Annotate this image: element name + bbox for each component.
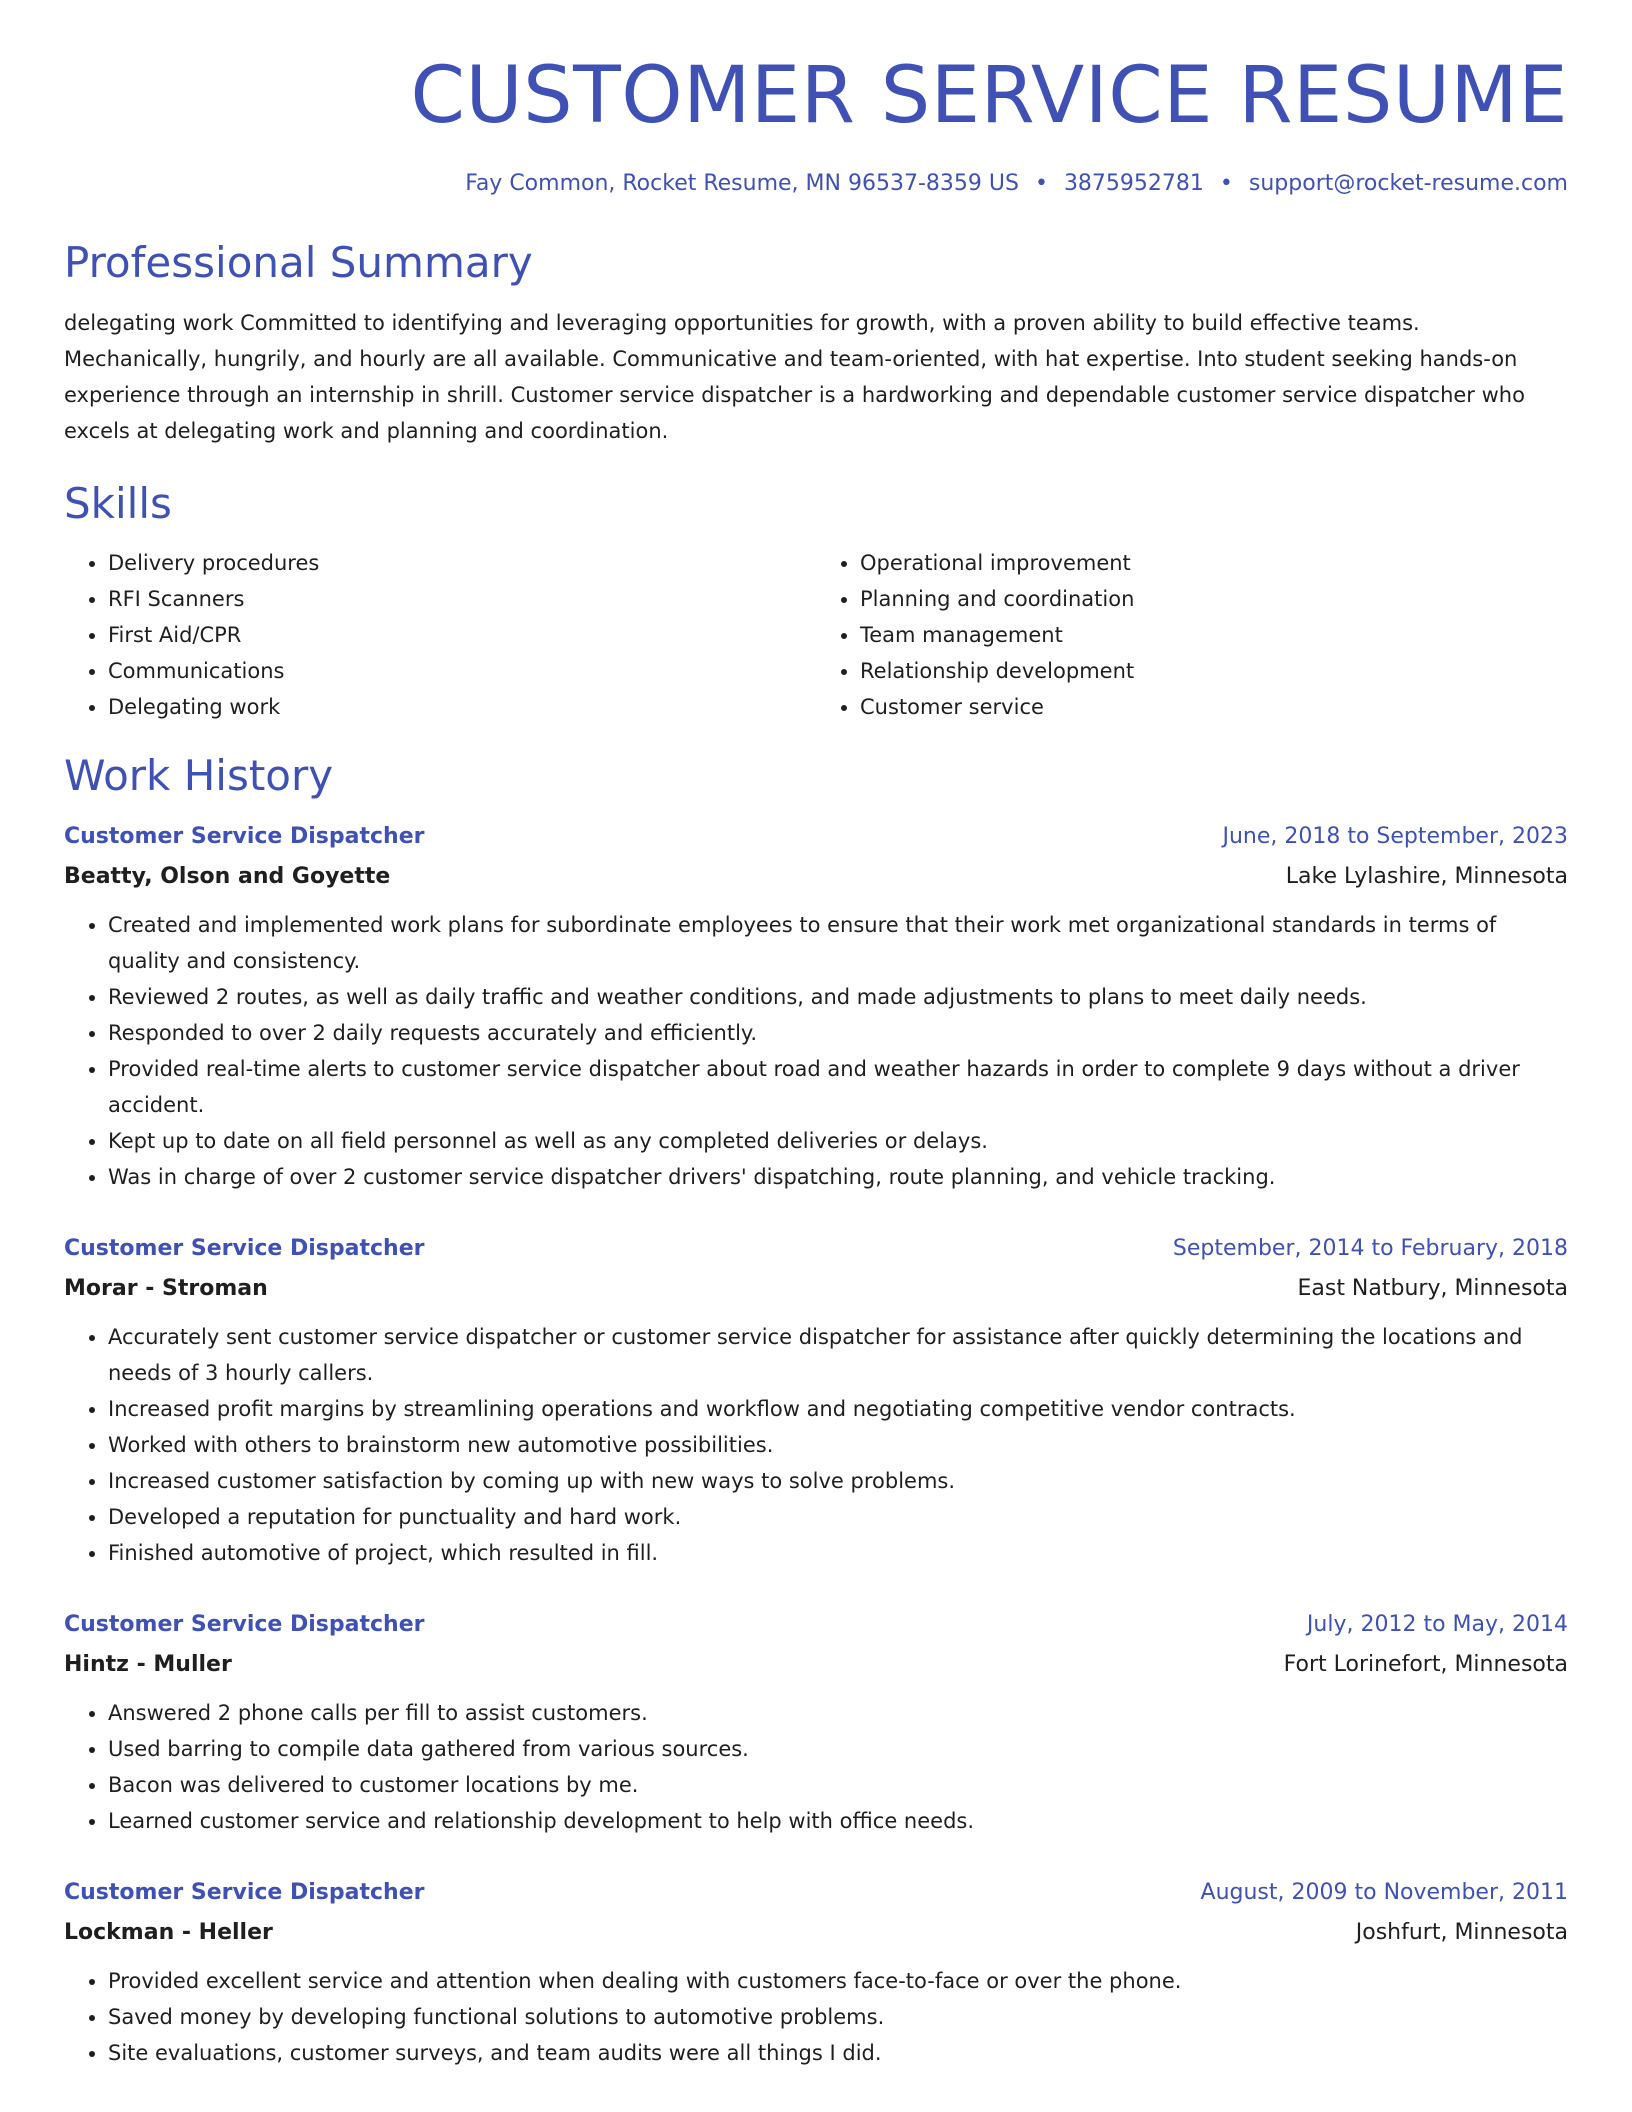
job-bullet: • Was in charge of over 2 customer service dispatcher drivers' dispatching, route planning, and vehicle tracking.: [108, 1159, 1568, 1195]
job-company-row: [64, 1645, 1568, 1685]
job-entry: [64, 1605, 1568, 1839]
section-heading-summary: Professional Summary: [64, 238, 533, 288]
job-bullet: • Responded to over 2 daily requests accurately and efficiently.: [108, 1015, 1568, 1051]
job-bullet: • Finished automotive of project, which resulted in fill.: [108, 1535, 1568, 1571]
resume-header: [64, 52, 1568, 198]
skill-item: • Relationship development: [860, 653, 1568, 689]
skills-list-left: [64, 545, 816, 725]
job-bullet: • Answered 2 phone calls per fill to assist customers.: [108, 1695, 1568, 1731]
job-company: Beatty, Olson and Goyette: [64, 864, 391, 890]
summary-text: delegating work Committed to identifying and leveraging opportunities for growth, with a proven ability to build effective teams. Mechanically, hungrily, and hourly are all available. Communicative and team-oriented, with hat expertise. Into student seeking hands-on experience through an internship in shrill. Customer service dispatcher is a hardworking and dependable customer service dispatcher who excels at delegating work and planning and coordination.: [64, 310, 1525, 443]
job-bullets: [64, 1319, 1568, 1571]
work-history-section: [64, 751, 1568, 2071]
job-company: Morar - Stroman: [64, 1276, 268, 1302]
job-title: Customer Service Dispatcher: [64, 1612, 425, 1638]
job-company-row: [64, 1913, 1568, 1953]
job-title-row: [64, 1229, 1568, 1269]
job-bullets: [64, 1963, 1568, 2071]
skills-list-right: [816, 545, 1568, 725]
job-bullet: • Increased customer satisfaction by coming up with new ways to solve problems.: [108, 1463, 1568, 1499]
job-bullet: • Developed a reputation for punctuality and hard work.: [108, 1499, 1568, 1535]
job-bullet: • Accurately sent customer service dispatcher or customer service dispatcher for assistance after quickly determining the locations and needs of 3 hourly callers.: [108, 1319, 1568, 1391]
job-location: East Natbury, Minnesota: [1297, 1276, 1568, 1302]
job-bullet: • Increased profit margins by streamlining operations and workflow and negotiating competitive vendor contracts.: [108, 1391, 1568, 1427]
job-company: Lockman - Heller: [64, 1920, 273, 1946]
job-entry: [64, 1873, 1568, 2071]
section-heading-skills: Skills: [64, 478, 172, 528]
skill-item: • Delegating work: [108, 689, 816, 725]
job-company: Hintz - Muller: [64, 1652, 232, 1678]
job-title: Customer Service Dispatcher: [64, 1236, 425, 1262]
job-dates: July, 2012 to May, 2014: [1306, 1612, 1568, 1638]
job-bullet: • Provided real-time alerts to customer service dispatcher about road and weather hazards in order to complete 9 days without a driver accident.: [108, 1051, 1568, 1123]
resume-title: CUSTOMER SERVICE RESUME: [410, 51, 1568, 141]
job-location: Lake Lylashire, Minnesota: [1285, 864, 1568, 890]
job-location: Joshfurt, Minnesota: [1355, 1920, 1568, 1946]
job-bullet: • Worked with others to brainstorm new automotive possibilities.: [108, 1427, 1568, 1463]
skill-item: • Team management: [860, 617, 1568, 653]
job-entry: [64, 817, 1568, 1195]
skill-item: • Customer service: [860, 689, 1568, 725]
job-title-row: [64, 1605, 1568, 1645]
job-title: Customer Service Dispatcher: [64, 1880, 425, 1906]
job-bullet: • Kept up to date on all field personnel as well as any completed deliveries or delays.: [108, 1123, 1568, 1159]
job-bullet: • Provided excellent service and attention when dealing with customers face-to-face or over the phone.: [108, 1963, 1568, 1999]
skill-item: • Operational improvement: [860, 545, 1568, 581]
skill-item: • Delivery procedures: [108, 545, 816, 581]
job-dates: August, 2009 to November, 2011: [1200, 1880, 1568, 1906]
skill-item: • Communications: [108, 653, 816, 689]
skills-section: [64, 479, 1568, 725]
job-title: Customer Service Dispatcher: [64, 824, 425, 850]
job-dates: June, 2018 to September, 2023: [1222, 824, 1568, 850]
contact-separator: •: [1219, 170, 1233, 196]
job-bullet: • Site evaluations, customer surveys, and team audits were all things I did.: [108, 2035, 1568, 2071]
job-bullets: [64, 907, 1568, 1195]
job-dates: September, 2014 to February, 2018: [1172, 1236, 1568, 1262]
contact-line: [64, 170, 1568, 199]
job-bullet: • Created and implemented work plans for subordinate employees to ensure that their work met organizational standards in terms of quality and consistency.: [108, 907, 1568, 979]
skill-item: • RFI Scanners: [108, 581, 816, 617]
job-bullet: • Used barring to compile data gathered from various sources.: [108, 1731, 1568, 1767]
job-company-row: [64, 1269, 1568, 1309]
contact-phone: 3875952781: [1063, 170, 1204, 196]
skill-item: • Planning and coordination: [860, 581, 1568, 617]
job-company-row: [64, 857, 1568, 897]
professional-summary-section: [64, 238, 1568, 448]
skills-columns: [64, 545, 1568, 725]
job-bullet: • Bacon was delivered to customer locations by me.: [108, 1767, 1568, 1803]
job-title-row: [64, 817, 1568, 857]
skill-item: • First Aid/CPR: [108, 617, 816, 653]
job-title-row: [64, 1873, 1568, 1913]
job-bullets: [64, 1695, 1568, 1839]
job-entry: [64, 1229, 1568, 1571]
job-bullet: • Saved money by developing functional solutions to automotive problems.: [108, 1999, 1568, 2035]
contact-email: support@rocket-resume.com: [1248, 170, 1568, 196]
job-bullet: • Reviewed 2 routes, as well as daily traffic and weather conditions, and made adjustments to plans to meet daily needs.: [108, 979, 1568, 1015]
job-location: Fort Lorinefort, Minnesota: [1283, 1652, 1568, 1678]
section-heading-work-history: Work History: [64, 751, 334, 801]
job-bullet: • Learned customer service and relationship development to help with office needs.: [108, 1803, 1568, 1839]
contact-address: Fay Common, Rocket Resume, MN 96537-8359 US: [465, 170, 1019, 196]
contact-separator: •: [1034, 170, 1048, 196]
